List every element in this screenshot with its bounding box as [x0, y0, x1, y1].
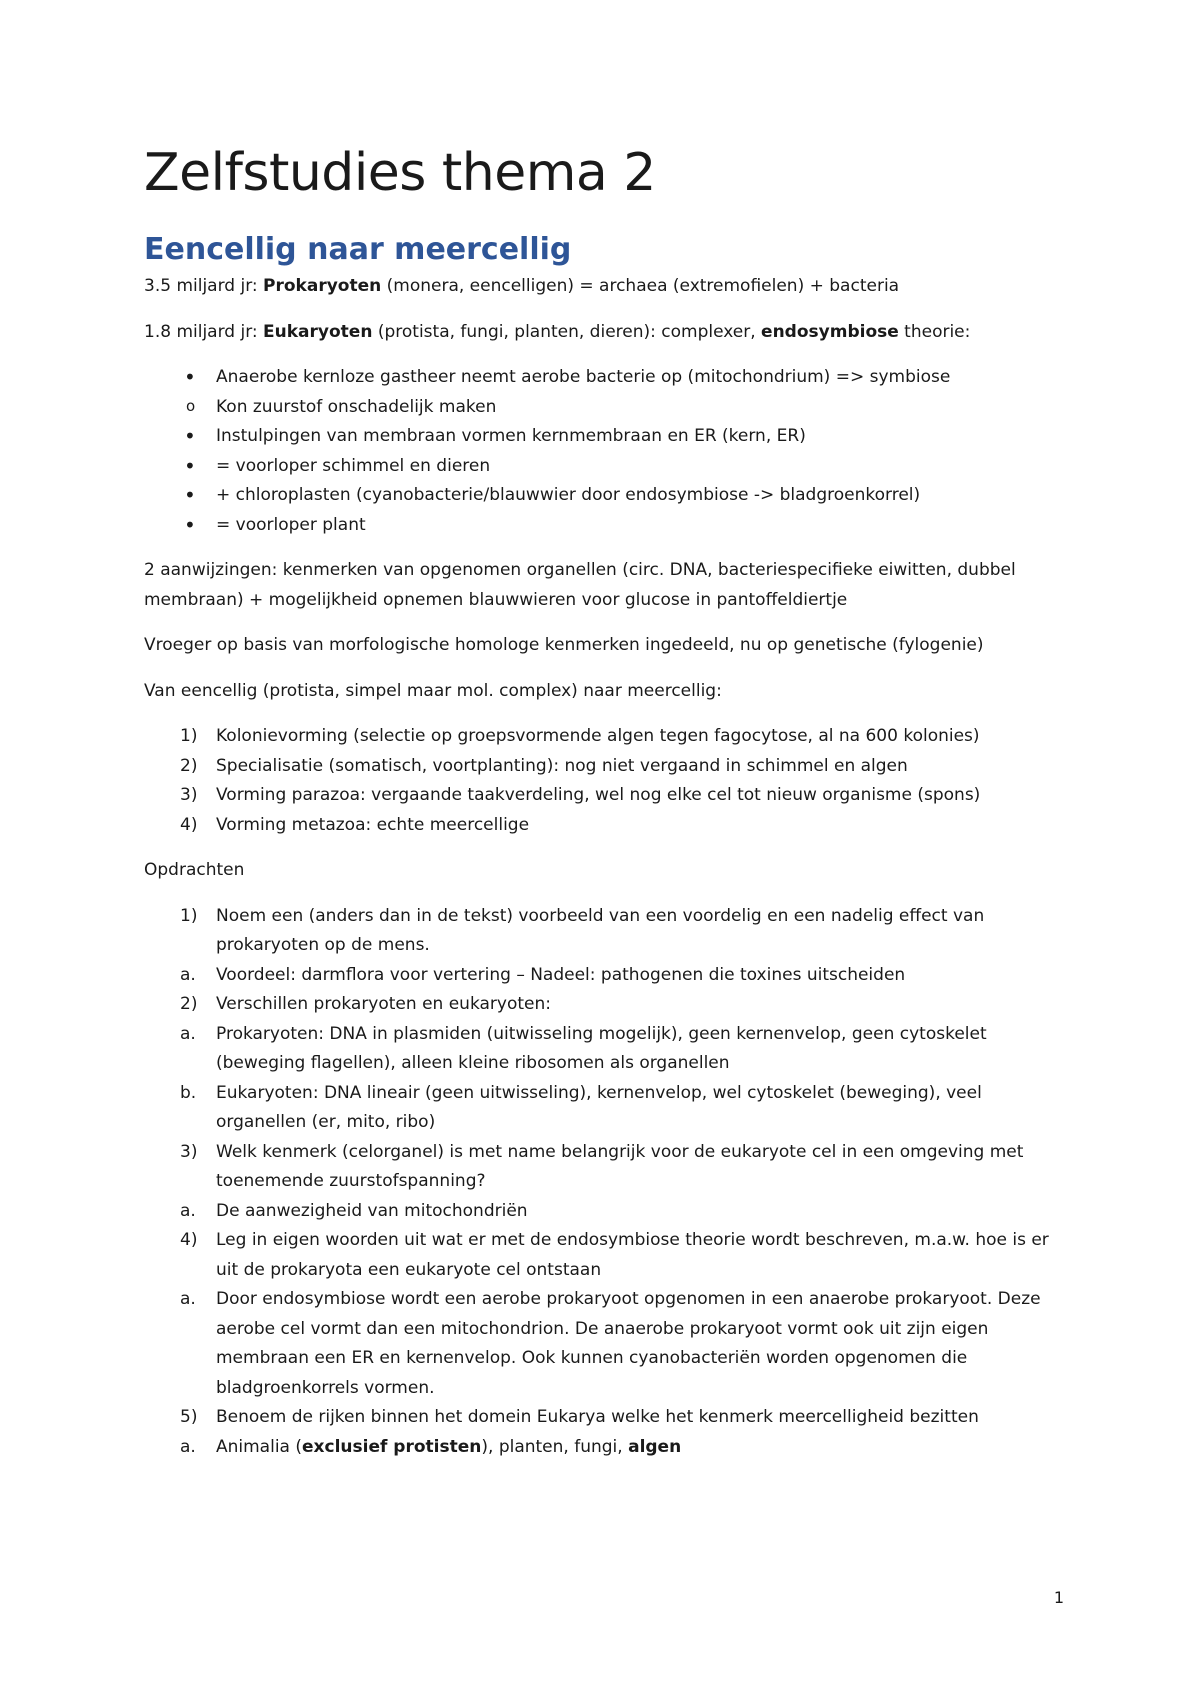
bullet-item: • = voorloper plant: [144, 511, 1064, 541]
paragraph-meercellig: Van eencellig (protista, simpel maar mol. complex) naar meercellig:: [144, 680, 722, 701]
questions-list: [144, 902, 1064, 1463]
page-number: 1: [1053, 1588, 1064, 1607]
answer-item: [144, 961, 1064, 991]
answer-list: [144, 1020, 1064, 1138]
answer-list: [144, 1197, 1064, 1227]
answer-letter: a.: [180, 1023, 196, 1044]
question-text: Noem een (anders dan in de tekst) voorbeeld van een voordelig en een nadelig effect van prokaryoten op de mens.: [216, 905, 985, 955]
bullet-list: [144, 363, 1064, 540]
answer-text: Door endosymbiose wordt een aerobe prokaryoot opgenomen in een anaerobe prokaryoot. Deze aerobe cel vormt dan een mitochondrion. De anaerobe prokaryoot vormt ook uit zijn eigen membraan een ER en kernenvelop. Ook kunnen cyanobacteriën worden opgenomen die bladgroenkorrels vormen.: [216, 1289, 1041, 1398]
bullet-item: • = voorloper schimmel en dieren: [144, 452, 1064, 482]
answer-text: Prokaryoten: DNA in plasmiden (uitwisseling mogelijk), geen kernenvelop, geen cytoskelet (beweging flagellen), alleen kleine ribosomen als organellen: [216, 1023, 987, 1073]
question-item: [144, 1226, 1064, 1403]
list-number: 3): [180, 1141, 198, 1162]
step-item: [144, 722, 1064, 752]
text-run: theorie:: [898, 321, 971, 342]
list-number: 3): [180, 785, 198, 805]
bold-term: exclusief protisten: [302, 1436, 482, 1457]
text-run: (monera, eencelligen) = archaea (extremofielen) + bacteria: [381, 276, 900, 296]
text-run: 3.5 miljard jr:: [144, 276, 264, 296]
answer-text: Eukaryoten: DNA lineair (geen uitwisseling), kernenvelop, wel cytoskelet (beweging), veel organellen (er, mito, ribo): [216, 1082, 982, 1132]
question-text: Verschillen prokaryoten en eukaryoten:: [216, 994, 551, 1014]
step-text: Kolonievorming (selectie op groepsvormende algen tegen fagocytose, al na 600 kolonies): [216, 726, 980, 746]
list-number: 5): [180, 1407, 198, 1427]
answer-letter: a.: [180, 1436, 196, 1457]
bold-term: Eukaryoten: [263, 321, 373, 342]
question-item: [144, 1138, 1064, 1227]
list-number: 1): [180, 905, 198, 926]
step-item: [144, 781, 1064, 811]
bullet-item: • + chloroplasten (cyanobacterie/blauwwier door endosymbiose -> bladgroenkorrel): [144, 481, 1064, 511]
answer-item: [144, 1197, 1064, 1227]
answer-text: ), planten, fungi,: [481, 1436, 629, 1457]
bullet-text: Anaerobe kernloze gastheer neemt aerobe bacterie op (mitochondrium) => symbiose: [216, 367, 951, 387]
step-item: [144, 811, 1064, 841]
paragraph-aanwijzingen: 2 aanwijzingen: kenmerken van opgenomen organellen (circ. DNA, bacteriespecifieke eiwitten, dubbel membraan) + mogelijkheid opnemen blauwwieren voor glucose in pantoffeldiertje: [144, 560, 1016, 610]
question-text: Leg in eigen woorden uit wat er met de endosymbiose theorie wordt beschreven, m.a.w. hoe is er uit de prokaryota een eukaryote cel ontstaan: [216, 1230, 1049, 1280]
step-text: Vorming parazoa: vergaande taakverdeling, wel nog elke cel tot nieuw organisme (spons): [216, 785, 981, 805]
answer-list: [144, 1433, 1064, 1463]
answer-item: [144, 1079, 1064, 1138]
paragraph-fylogenie: Vroeger op basis van morfologische homologe kenmerken ingedeeld, nu op genetische (fylogenie): [144, 635, 984, 655]
page-content: [144, 140, 1064, 1478]
answer-item: [144, 1020, 1064, 1079]
answer-text: De aanwezigheid van mitochondriën: [216, 1200, 528, 1221]
list-number: 4): [180, 1230, 198, 1250]
text-run: 1.8 miljard jr:: [144, 321, 264, 342]
question-item: [144, 990, 1064, 1138]
paragraph-prokaryoten: [144, 272, 1064, 302]
opdrachten-label: Opdrachten: [144, 860, 245, 880]
answer-letter: a.: [180, 1289, 196, 1309]
answer-letter: a.: [180, 964, 196, 985]
bold-term: endosymbiose: [761, 321, 899, 342]
list-number: 1): [180, 726, 198, 746]
question-text: Benoem de rijken binnen het domein Eukarya welke het kenmerk meercelligheid bezitten: [216, 1407, 979, 1427]
document-title: Zelfstudies thema 2: [144, 143, 656, 203]
answer-item: [144, 1285, 1064, 1403]
answer-list: [144, 1285, 1064, 1403]
step-item: [144, 752, 1064, 782]
text-run: (protista, fungi, planten, dieren): complexer,: [372, 321, 762, 342]
list-number: 2): [180, 994, 198, 1014]
question-item: [144, 1403, 1064, 1462]
steps-list: [144, 722, 1064, 840]
list-number: 4): [180, 814, 198, 835]
sub-bullet-list: [216, 393, 1064, 423]
bullet-item: • Instulpingen van membraan vormen kernmembraan en ER (kern, ER): [144, 422, 1064, 452]
bold-term: Prokaryoten: [263, 276, 382, 296]
bold-term: algen: [628, 1436, 682, 1457]
step-text: Specialisatie (somatisch, voortplanting): nog niet vergaand in schimmel en algen: [216, 755, 908, 776]
section-heading: Eencellig naar meercellig: [144, 232, 572, 267]
answer-letter: a.: [180, 1200, 196, 1221]
answer-item: [144, 1433, 1064, 1463]
question-text: Welk kenmerk (celorganel) is met name belangrijk voor de eukaryote cel in een omgeving met toenemende zuurstofspanning?: [216, 1141, 1024, 1191]
list-number: 2): [180, 755, 198, 776]
answer-letter: b.: [180, 1082, 197, 1103]
sub-bullet-item: o Kon zuurstof onschadelijk maken: [144, 393, 1064, 423]
question-item: [144, 902, 1064, 991]
answer-text: Voordeel: darmflora voor vertering – Nadeel: pathogenen die toxines uitscheiden: [216, 964, 906, 985]
answer-text: Animalia (: [216, 1436, 303, 1457]
answer-list: [144, 961, 1064, 991]
step-text: Vorming metazoa: echte meercellige: [216, 814, 530, 835]
bullet-item: [144, 363, 1064, 422]
paragraph-eukaryoten: [144, 318, 1064, 348]
